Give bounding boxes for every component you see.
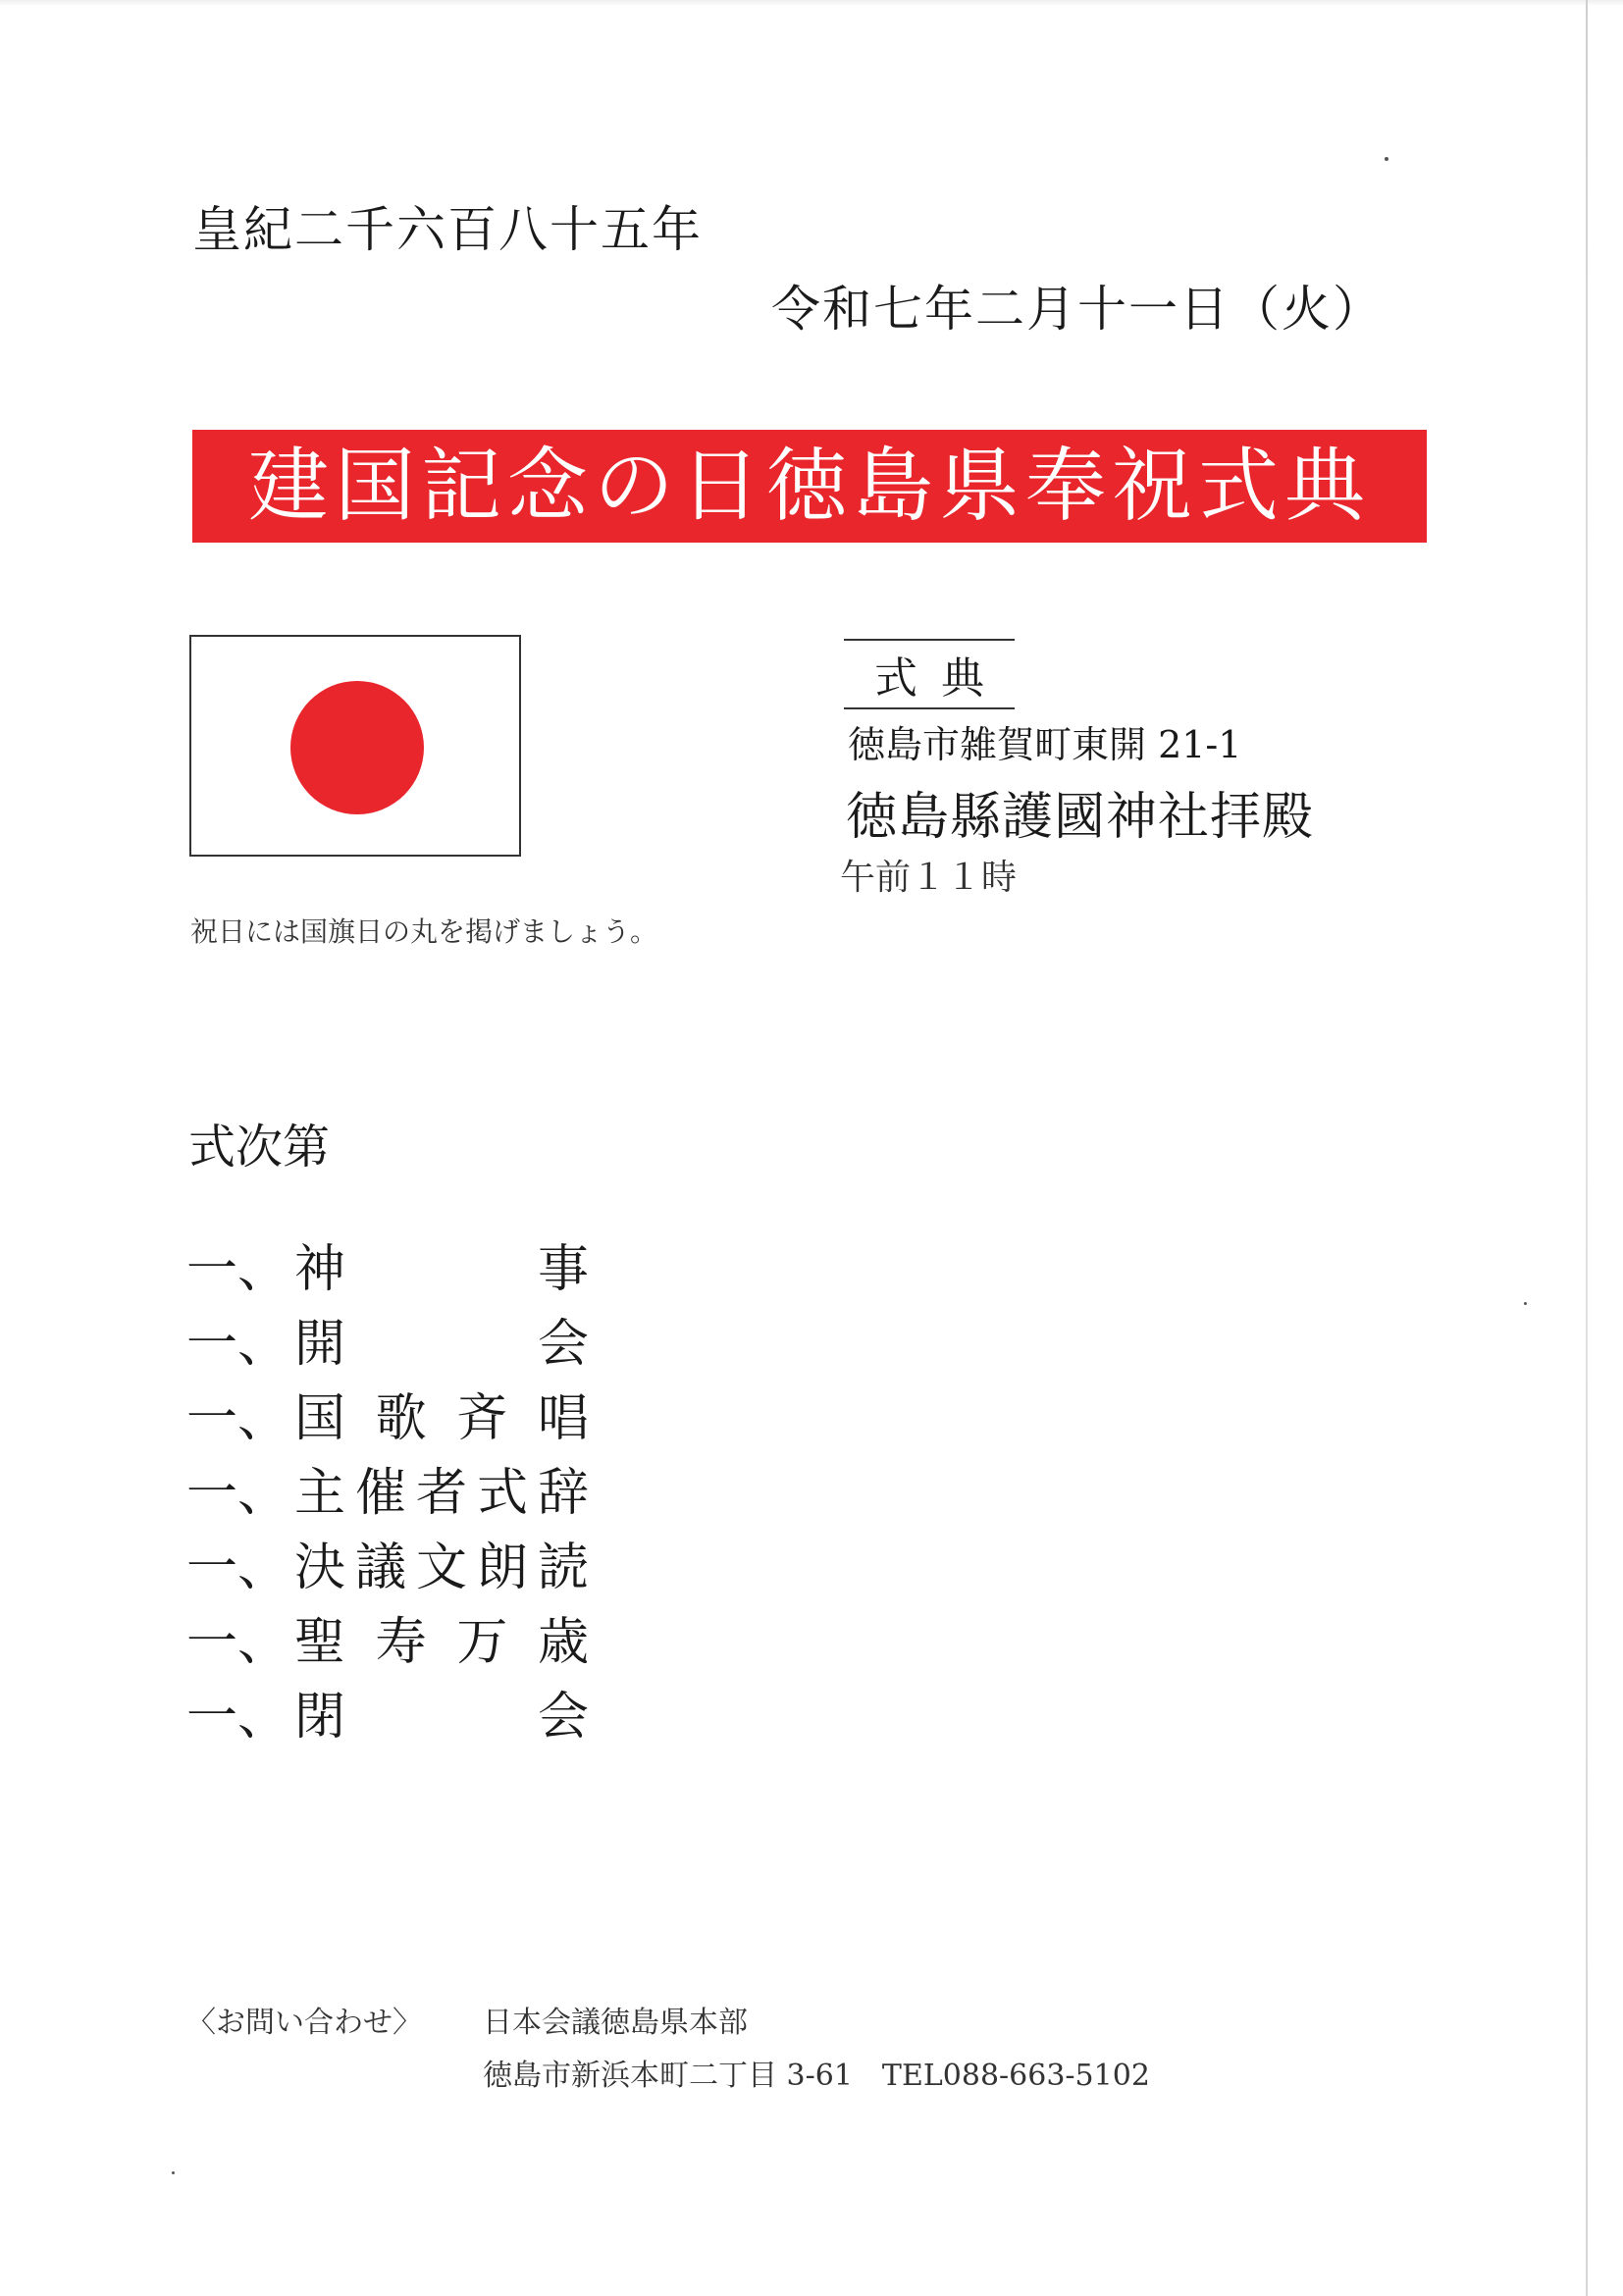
venue-time: 午前１１時 bbox=[840, 858, 1018, 898]
program-item-label bbox=[294, 1302, 589, 1376]
program-item-char: 事 bbox=[537, 1239, 589, 1299]
program-list bbox=[186, 1226, 589, 1748]
flag-red-disc bbox=[290, 681, 424, 814]
program-item-char: 閉 bbox=[294, 1687, 346, 1747]
program-item-char: 者 bbox=[415, 1463, 467, 1523]
program-item-char: 唱 bbox=[537, 1388, 589, 1448]
program-item-char: 決 bbox=[294, 1538, 346, 1597]
hinomaru-flag-icon bbox=[189, 635, 521, 857]
venue-name: 徳島縣護國神社拝殿 bbox=[846, 788, 1315, 847]
scan-edge-right bbox=[1586, 0, 1588, 2296]
program-item-bullet: 一、 bbox=[186, 1687, 289, 1747]
program-item-char: 斉 bbox=[456, 1388, 508, 1448]
title-banner bbox=[192, 430, 1427, 543]
scan-speck bbox=[1385, 157, 1388, 161]
program-item-label bbox=[294, 1451, 589, 1525]
program-item-label bbox=[294, 1377, 589, 1450]
program-item bbox=[186, 1301, 589, 1376]
program-item bbox=[186, 1376, 589, 1450]
program-item-bullet: 一、 bbox=[186, 1463, 289, 1523]
program-item-label bbox=[294, 1600, 589, 1674]
page-title: 建国記念の日徳島県奉祝式典 bbox=[247, 439, 1371, 533]
program-item bbox=[186, 1525, 589, 1599]
program-item bbox=[186, 1674, 589, 1748]
scan-edge-top bbox=[0, 0, 1623, 6]
program-item-char: 寿 bbox=[375, 1612, 427, 1672]
program-item-char: 催 bbox=[354, 1463, 406, 1523]
program-item-label bbox=[294, 1675, 589, 1748]
program-item-char: 式 bbox=[476, 1463, 528, 1523]
program-item-char: 議 bbox=[354, 1538, 406, 1597]
program-item bbox=[186, 1450, 589, 1525]
program-item-char: 読 bbox=[537, 1538, 589, 1597]
program-item-char: 辞 bbox=[537, 1463, 589, 1523]
program-item-bullet: 一、 bbox=[186, 1612, 289, 1672]
program-item bbox=[186, 1226, 589, 1301]
program-item-label bbox=[294, 1526, 589, 1599]
event-date: 令和七年二月十一日（火） bbox=[771, 281, 1384, 338]
program-item-bullet: 一、 bbox=[186, 1538, 289, 1597]
scan-speck bbox=[172, 2171, 175, 2174]
scan-speck bbox=[1524, 1302, 1527, 1305]
contact-label: 〈お問い合わせ〉 bbox=[186, 2006, 422, 2040]
program-item-char: 会 bbox=[537, 1314, 589, 1374]
program-item-char: 文 bbox=[415, 1538, 467, 1597]
program-item-char: 開 bbox=[294, 1314, 346, 1374]
program-item-char: 主 bbox=[294, 1463, 346, 1523]
imperial-year: 皇紀二千六百八十五年 bbox=[192, 201, 703, 258]
contact-address: 徳島市新浜本町二丁目 3-61 TEL088-663-5102 bbox=[483, 2059, 1150, 2093]
program-item-char: 会 bbox=[537, 1687, 589, 1747]
program-item-bullet: 一、 bbox=[186, 1388, 289, 1448]
program-item-char: 歌 bbox=[375, 1388, 427, 1448]
flag-caption: 祝日には国旗日の丸を掲げましょう。 bbox=[190, 915, 658, 948]
program-item bbox=[186, 1599, 589, 1674]
program-item-label bbox=[294, 1227, 589, 1301]
program-item-char: 朗 bbox=[476, 1538, 528, 1597]
program-item-char: 歳 bbox=[537, 1612, 589, 1672]
program-heading: 式次第 bbox=[188, 1120, 331, 1174]
program-item-char: 神 bbox=[294, 1239, 346, 1299]
contact-organization: 日本会議徳島県本部 bbox=[483, 2006, 748, 2040]
venue-address: 徳島市雑賀町東開 21-1 bbox=[848, 723, 1242, 766]
program-item-bullet: 一、 bbox=[186, 1239, 289, 1299]
program-item-char: 国 bbox=[294, 1388, 346, 1448]
program-item-char: 聖 bbox=[294, 1612, 346, 1672]
program-item-bullet: 一、 bbox=[186, 1314, 289, 1374]
program-item-char: 万 bbox=[456, 1612, 508, 1672]
ceremony-label: 式典 bbox=[844, 639, 1015, 709]
